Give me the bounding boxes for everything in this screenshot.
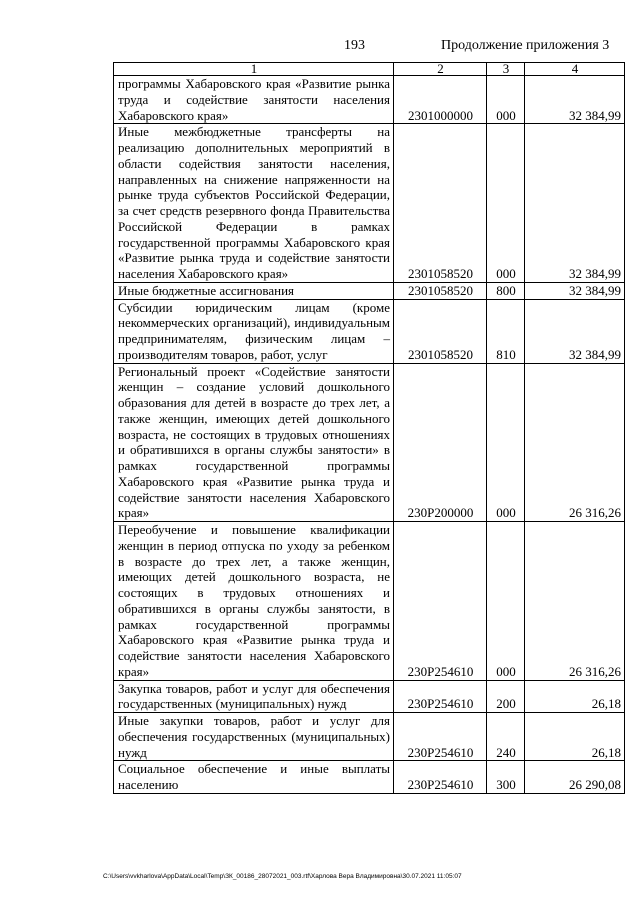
column-header: 3 [487,63,525,76]
file-path-footer: C:\Users\vvkharlova\AppData\Local\Temp\ЗК_00186_28072021_003.rtf\Харлова Вера Владимировна\30.07.2021 11:05:07 [103,873,462,880]
table-row [114,680,625,713]
table-row [114,124,625,283]
expense-type-code: 000 [487,124,525,283]
expense-type-code: 240 [487,713,525,761]
table-row [114,282,625,299]
amount: 32 384,99 [525,282,625,299]
target-article-code: 230P254610 [394,713,487,761]
row-description: Иные межбюджетные трансферты на реализацию дополнительных мероприятий в области содействия занятости населения, направленных на снижение напряженности на рынке труда субъектов Российской Федерации, за счет средств резервного фонда Правительства Российской Федерации в рамках государственной программы Хабаровского края «Развитие рынка труда и содействие занятости населения Хабаровского края» [114,124,394,283]
page-number: 193 [344,38,365,53]
amount: 26,18 [525,680,625,713]
expense-type-code: 300 [487,761,525,794]
target-article-code: 230P254610 [394,761,487,794]
amount: 26 316,26 [525,363,625,522]
column-header: 4 [525,63,625,76]
continuation-note: Продолжение приложения 3 [441,38,610,53]
table-row [114,761,625,794]
expense-type-code: 000 [487,363,525,522]
target-article-code: 2301058520 [394,282,487,299]
amount: 32 384,99 [525,124,625,283]
target-article-code: 230P254610 [394,522,487,681]
target-article-code: 230P254610 [394,680,487,713]
amount: 32 384,99 [525,299,625,363]
expense-type-code: 200 [487,680,525,713]
table-row [114,522,625,681]
target-article-code: 2301058520 [394,124,487,283]
target-article-code: 2301000000 [394,76,487,124]
target-article-code: 230P200000 [394,363,487,522]
expense-type-code: 810 [487,299,525,363]
row-description: программы Хабаровского края «Развитие рынка труда и содействие занятости населения Хабаровского края» [114,76,394,124]
expense-type-code: 000 [487,76,525,124]
amount: 26 316,26 [525,522,625,681]
target-article-code: 2301058520 [394,299,487,363]
amount: 26 290,08 [525,761,625,794]
expense-type-code: 800 [487,282,525,299]
row-description: Закупка товаров, работ и услуг для обеспечения государственных (муниципальных) нужд [114,680,394,713]
row-description: Региональный проект «Содействие занятости женщин – создание условий дошкольного образования для детей в возрасте до трех лет, а также женщин, имеющих детей дошкольного возраста, не состоящих в трудовых отношениях и обратившихся в органы службы занятости» в рамках государственной программы Хабаровского края «Развитие рынка труда и содействие занятости населения Хабаровского края» [114,363,394,522]
amount: 26,18 [525,713,625,761]
table-row [114,363,625,522]
column-header: 1 [114,63,394,76]
table-row [114,713,625,761]
budget-table [113,62,625,794]
row-description: Переобучение и повышение квалификации женщин в период отпуска по уходу за ребенком в возрасте до трех лет, а также женщин, имеющих детей дошкольного возраста, не состоящих в трудовых отношениях и обратившихся в органы службы занятости, в рамках государственной программы Хабаровского края «Развитие рынка труда и содействие занятости населения Хабаровского края» [114,522,394,681]
table-row [114,299,625,363]
amount: 32 384,99 [525,76,625,124]
row-description: Социальное обеспечение и иные выплаты населению [114,761,394,794]
expense-type-code: 000 [487,522,525,681]
row-description: Иные закупки товаров, работ и услуг для обеспечения государственных (муниципальных) нужд [114,713,394,761]
table-header-row [114,63,625,76]
row-description: Субсидии юридическим лицам (кроме некоммерческих организаций), индивидуальным предпринимателям, физическим лицам – производителям товаров, работ, услуг [114,299,394,363]
row-description: Иные бюджетные ассигнования [114,282,394,299]
column-header: 2 [394,63,487,76]
table-row [114,76,625,124]
